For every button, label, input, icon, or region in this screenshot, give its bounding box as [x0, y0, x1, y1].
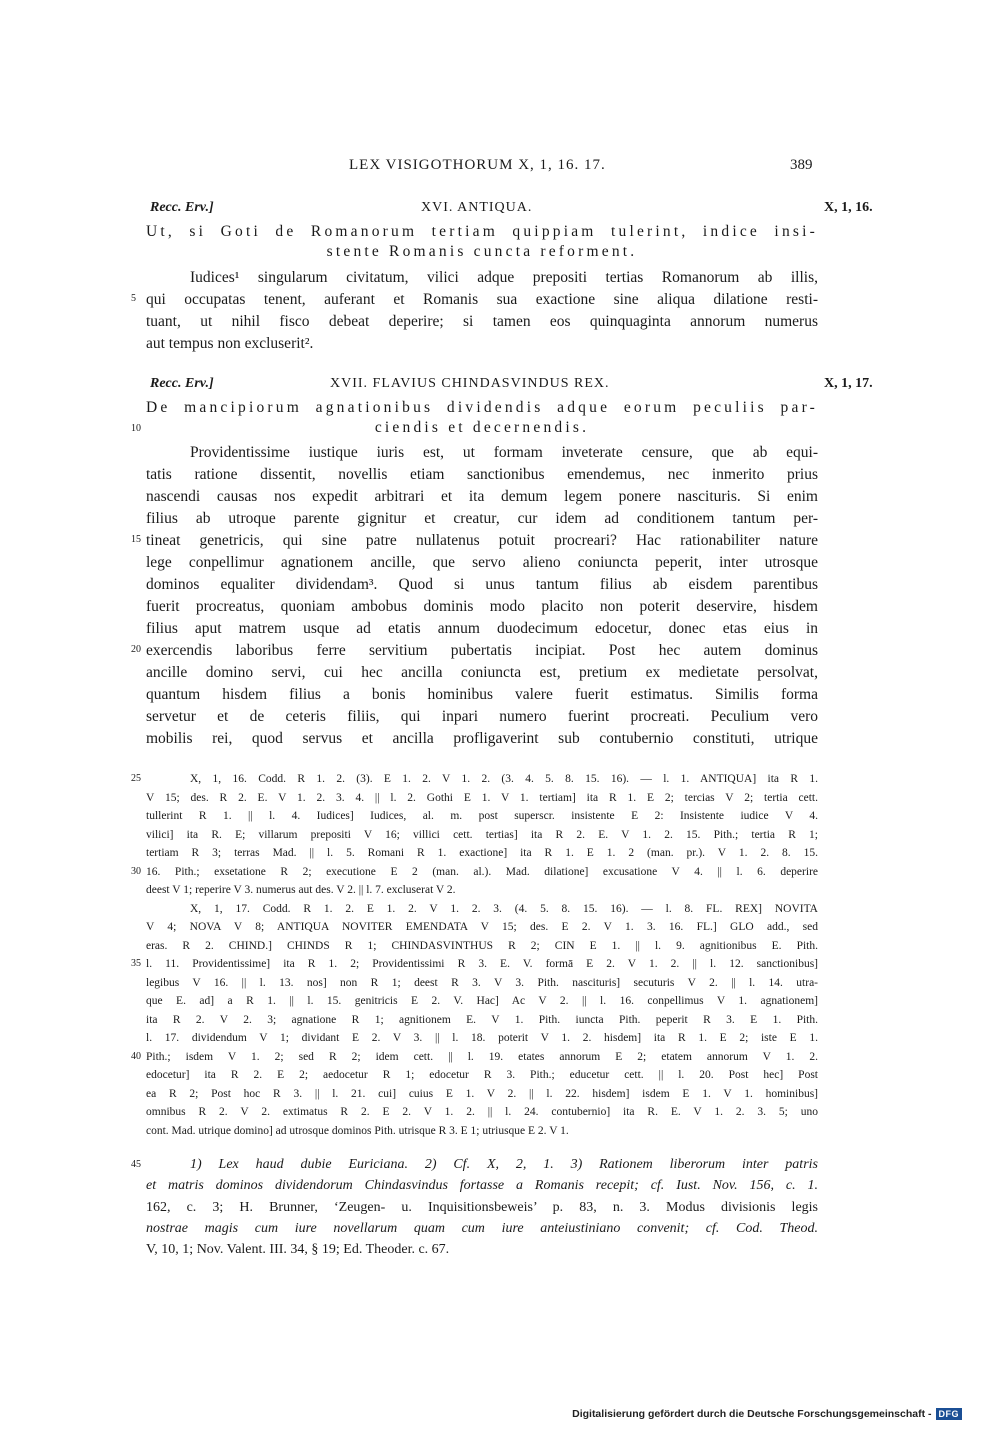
section-title: XVII. FLAVIUS CHINDASVINDUS REX.	[330, 376, 610, 391]
footnote-line: nostrae magis cum iure novellarum quam cum iure anteiustiniano convenit; cf. Cod. Theod.	[146, 1221, 818, 1236]
rubric-line: Ut, si Goti de Romanorum tertiam quippiam tulerint, indice insi-	[146, 223, 818, 240]
rubric-line: stente Romanis cuncta reforment.	[326, 243, 638, 260]
line-number: 15	[131, 534, 141, 545]
dfg-logo: DFG	[936, 1408, 963, 1420]
line-number: 35	[131, 958, 141, 969]
apparatus-line: l. 17. dividendum V 1; dividant E 2. V 3. || l. 18. poterit V 1. 2. hisdem] ita R 1. E 2; iste E 1.	[146, 1032, 818, 1044]
body-line: exercendis laboribus ferre servitium pubertatis incipiat. Post hec autem dominus	[146, 642, 818, 659]
line-number: 5	[131, 293, 136, 304]
body-line: filius ab utroque parente gignitur et creatur, cur idem ad conditionem tantum per-	[146, 510, 818, 527]
apparatus-line: deest V 1; reperire V 3. numerus aut des. V 2. || l. 7. excluserat V 2.	[146, 884, 456, 896]
apparatus-line: 16. Pith.; exsetatione R 2; executione E 2 (man. al.). Mad. dilatione] excusatione V 4. || l. 6. deperire	[146, 866, 818, 878]
credit-text: Digitalisierung gefördert durch die Deutsche Forschungsgemeinschaft -	[572, 1408, 932, 1420]
apparatus-line: tertiam R 3; terras Mad. || l. 5. Romani R 1. exactione] ita R 1. E 1. 2 (man. pr.). V 1. 2. 8. 15.	[146, 847, 818, 859]
apparatus-line: que E. ad] a R 1. || l. 15. genitricis E 2. V. Hac] Ac V 2. || l. 16. conpellimus V 1. agnationem]	[146, 995, 818, 1007]
apparatus-line: vilici] ita R. E; villarum prepositi V 16; villici cett. tertias] ita R 2. E. V 1. 2. 15. Pith.; tertia R 1;	[146, 829, 818, 841]
line-number: 45	[131, 1159, 141, 1170]
apparatus-line: ea R 2; Post hoc R 3. || l. 21. cui] cuius E 1. V 2. || l. 22. hisdem] isdem E 1. V 1. hominibus]	[146, 1088, 818, 1100]
line-number: 30	[131, 866, 141, 877]
recension-tag: Recc. Erv.]	[150, 200, 214, 215]
running-title: LEX VISIGOTHORUM X, 1, 16. 17.	[349, 157, 606, 173]
apparatus-line: X, 1, 16. Codd. R 1. 2. (3). E 1. 2. V 1. 2. (3. 4. 5. 8. 15. 16). — l. 1. ANTIQUA] ita R 1.	[190, 773, 818, 785]
rubric-line: De mancipiorum agnationibus dividendis adque eorum peculiis par-	[146, 399, 818, 416]
apparatus-line: X, 1, 17. Codd. R 1. 2. E 1. 2. V 1. 2. 3. (4. 5. 8. 15. 16). — l. 8. FL. REX] NOVITA	[190, 903, 818, 915]
footnote-line: et matris dominos dividendorum Chindasvindus fortasse a Romanis recepit; cf. Iust. Nov. 156, c. 1.	[146, 1178, 818, 1193]
recension-tag: Recc. Erv.]	[150, 376, 214, 391]
body-line: tuant, ut nihil fisco debeat deperire; si tamen eos quinquaginta annorum numerus	[146, 313, 818, 330]
body-line: lege conpellimur agnationem ancille, que servo alieno coniuncta peperit, inter utrosque	[146, 554, 818, 571]
body-line: aut tempus non excluserit².	[146, 335, 314, 352]
line-number: 10	[131, 423, 141, 434]
body-line: fuerit procreatus, quoniam ambobus dominis modo placito non poterit deservire, hisdem	[146, 598, 818, 615]
apparatus-line: omnibus R 2. V 2. extimatus R 2. E 2. V 1. 2. || l. 24. contubernio] ita R. E. V 1. 2. 3. 5; uno	[146, 1106, 818, 1118]
section-title: XVI. ANTIQUA.	[421, 200, 533, 215]
body-line: nascendi causas nos expedit arbitrari et ita demum legem ponere nascituris. Si enim	[146, 488, 818, 505]
apparatus-line: tullerint R 1. || l. 4. Iudices] Iudices, al. m. post superscr. insistente E 2: Insistente iudice V 4.	[146, 810, 818, 822]
apparatus-line: V 4; NOVA V 8; ANTIQUA NOVITER EMENDATA V 15; des. E 2. V 1. 3. 16. FL.] GLO add., sed	[146, 921, 818, 933]
digitization-credit	[572, 1408, 962, 1420]
rubric-line: ciendis et decernendis.	[374, 419, 590, 436]
body-line: dominos equaliter dividendam³. Quod si unus tantum filius ab eisdem parentibus	[146, 576, 818, 593]
body-line: tatis ratione dissentit, novellis etiam sanctionibus emendemus, nec inmerito prius	[146, 466, 818, 483]
body-line: mobilis rei, quod servus et ancilla profligaverint sub contubernio constituti, utrique	[146, 730, 818, 747]
page-number: 389	[790, 157, 813, 173]
body-line: Iudices¹ singularum civitatum, vilici adque prepositi tertias Romanorum ab illis,	[190, 269, 818, 286]
apparatus-line: ita R 2. V 2. 3; agnatione R 1; agnitionem E. V 1. Pith. iuncta Pith. peperit R 3. E 1. Pith.	[146, 1014, 818, 1026]
section-reference: X, 1, 17.	[824, 376, 873, 391]
line-number: 20	[131, 644, 141, 655]
footnote-line: V, 10, 1; Nov. Valent. III. 34, § 19; Ed. Theoder. c. 67.	[146, 1242, 450, 1257]
apparatus-line: Pith.; isdem V 1. 2; sed R 2; idem cett. || l. 19. etates annorum E 2; etatem annorum V 1. 2.	[146, 1051, 818, 1063]
apparatus-line: cont. Mad. utrique domino] ad utrosque dominos Pith. utrisque R 3. E 1; utriusque E 2. V 1.	[146, 1125, 569, 1137]
section-reference: X, 1, 16.	[824, 200, 873, 215]
line-number: 25	[131, 773, 141, 784]
body-line: servetur et de ceteris filiis, qui inpari numero fuerint procreati. Peculium vero	[146, 708, 818, 725]
apparatus-line: V 15; des. R 2. E. V 1. 2. 3. 4. || l. 2. Gothi E 1. V 1. tertiam] ita R 1. E 2; tercias V 2; tertia cett.	[146, 792, 818, 804]
body-line: ancille domino servi, cui hec ancilla coniuncta est, pretium ex medietate persolvat,	[146, 664, 818, 681]
body-line: Providentissime iustique iuris est, ut formam inveterate censure, que ab equi-	[190, 444, 818, 461]
body-line: quantum hisdem filius a bonis hominibus valere fuerit estimatus. Similis forma	[146, 686, 818, 703]
footnote-line: 162, c. 3; H. Brunner, ‘Zeugen- u. Inquisitionsbeweis’ p. 83, n. 3. Modus divisionis legis	[146, 1200, 818, 1215]
apparatus-line: l. 11. Providentissime] ita R 1. 2; Providentissimi R 3. E. V. formā E 2. V 1. 2. || l. 12. sanctionibus]	[146, 958, 818, 970]
footnote-line: 1) Lex haud dubie Euriciana. 2) Cf. X, 2, 1. 3) Rationem liberorum inter patris	[190, 1157, 818, 1172]
body-line: tineat genetricis, qui sine patre nullatenus potuit procreari? Hac rationabiliter nature	[146, 532, 818, 549]
apparatus-line: legibus V 16. || l. 13. nos] non R 1; deest R 3. V 3. Pith. nascituris] secuturis V 2. || l. 14. utra-	[146, 977, 818, 989]
line-number: 40	[131, 1051, 141, 1062]
body-line: qui occupatas tenent, auferant et Romanis sua exactione sine aliqua dilatione resti-	[146, 291, 818, 308]
apparatus-line: edocetur] ita R 2. E 2; aedocetur R 1; edocetur R 3. Pith.; educetur cett. || l. 20. Post hec] Post	[146, 1069, 818, 1081]
body-line: filius aput matrem usque ad etatis annum duodecimum edocetur, donec etas eius in	[146, 620, 818, 637]
apparatus-line: eras. R 2. CHIND.] CHINDS R 1; CHINDASVINTHUS R 2; CIN E 1. || l. 9. agnitionibus E. Pith.	[146, 940, 818, 952]
